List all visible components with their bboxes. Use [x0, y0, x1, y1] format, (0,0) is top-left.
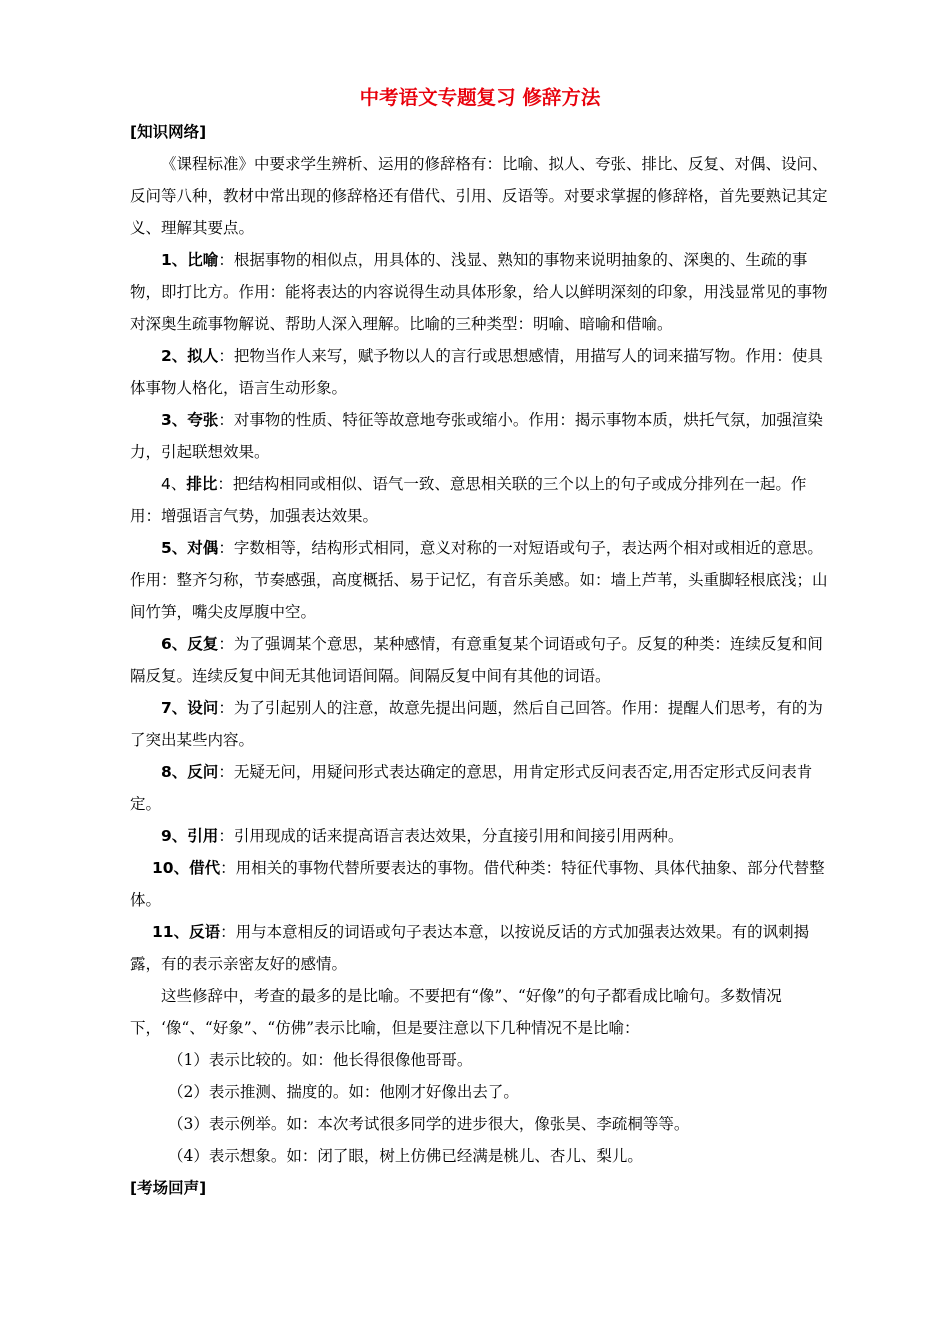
item-text: ：用相关的事物代替所要表达的事物。借代种类：特征代事物、具体代抽象、部分代替整体。 — [130, 859, 825, 909]
item-text: ：根据事物的相似点，用具体的、浅显、熟知的事物来说明抽象的、深奥的、生疏的事物，即打比方。作用：能将表达的内容说得生动具体形象，给人以鲜明深刻的印象，用浅显常见的事物对深奥生疏事物解说、帮助人深入理解。比喻的三种类型：明喻、暗喻和借喻。 — [130, 251, 828, 333]
item-number: 10、 — [152, 859, 190, 877]
document-page — [130, 82, 830, 1204]
list-item — [130, 820, 830, 852]
item-term: 设问 — [187, 699, 219, 717]
item-term: 排比 — [186, 475, 218, 493]
list-item — [130, 692, 830, 756]
item-number: 7、 — [161, 699, 188, 717]
rhetoric-list — [130, 244, 830, 980]
item-number: 2、 — [161, 347, 188, 365]
item-text: ：为了引起别人的注意，故意先提出问题，然后自己回答。作用：提醒人们思考，有的为了突出某些内容。 — [130, 699, 823, 749]
item-text: ：无疑无问，用疑问形式表达确定的意思，用肯定形式反问表否定,用否定形式反问表肯定。 — [130, 763, 813, 813]
list-item — [130, 340, 830, 404]
list-item — [130, 756, 830, 820]
item-text: ：为了强调某个意思，某种感情，有意重复某个词语或句子。反复的种类：连续反复和间隔反复。连续反复中间无其他词语间隔。间隔反复中间有其他的词语。 — [130, 635, 823, 685]
item-term: 反问 — [187, 763, 219, 781]
item-number: 5、 — [161, 539, 188, 557]
case-list — [130, 1044, 830, 1172]
list-item — [130, 468, 830, 532]
item-text: ：把结构相同或相似、语气一致、意思相关联的三个以上的句子或成分排列在一起。作用：增强语言气势，加强表达效果。 — [130, 475, 807, 525]
item-term: 反复 — [187, 635, 219, 653]
item-text: ：引用现成的话来提高语言表达效果，分直接引用和间接引用两种。 — [218, 827, 684, 845]
list-item — [130, 628, 830, 692]
list-item — [130, 244, 830, 340]
list-item — [130, 532, 830, 628]
item-term: 反语 — [189, 923, 221, 941]
item-term: 引用 — [187, 827, 219, 845]
item-term: 拟人 — [187, 347, 219, 365]
case-item: （1）表示比较的。如：他长得很像他哥哥。 — [168, 1051, 473, 1069]
case-item: （4）表示想象。如：闭了眼，树上仿佛已经满是桃儿、杏儿、梨儿。 — [168, 1147, 643, 1165]
item-number: 6、 — [161, 635, 188, 653]
item-number: 8、 — [161, 763, 188, 781]
case-item: （2）表示推测、揣度的。如：他刚才好像出去了。 — [168, 1083, 519, 1101]
section-heading-exam: [考场回声] — [130, 1179, 207, 1197]
list-item — [130, 852, 830, 916]
item-term: 夸张 — [187, 411, 219, 429]
item-number: 3、 — [161, 411, 188, 429]
item-text: ：用与本意相反的词语或句子表达本意，以按说反话的方式加强表达效果。有的讽刺揭露，有的表示亲密友好的感情。 — [130, 923, 810, 973]
case-item: （3）表示例举。如：本次考试很多同学的进步很大，像张昊、李疏桐等等。 — [168, 1115, 690, 1133]
list-item — [130, 404, 830, 468]
intro-paragraph: 《课程标准》中要求学生辨析、运用的修辞格有：比喻、拟人、夸张、排比、反复、对偶、设问、反问等八种，教材中常出现的修辞格还有借代、引用、反语等。对要求掌握的修辞格，首先要熟记其定义、理解其要点。 — [130, 155, 828, 237]
list-item — [130, 916, 830, 980]
item-term: 比喻 — [187, 251, 219, 269]
item-term: 借代 — [189, 859, 221, 877]
section-heading-knowledge: [知识网络] — [130, 123, 207, 141]
summary-paragraph: 这些修辞中，考查的最多的是比喻。不要把有“像”、“好像”的句子都看成比喻句。多数情况下，‘像“、“好象”、“仿佛”表示比喻，但是要注意以下几种情况不是比喻： — [130, 987, 782, 1037]
item-number: 4、 — [161, 475, 187, 493]
item-text: ：把物当作人来写，赋予物以人的言行或思想感情，用描写人的词来描写物。作用：使具体事物人格化，语言生动形象。 — [130, 347, 823, 397]
item-number: 1、 — [161, 251, 188, 269]
item-number: 9、 — [161, 827, 188, 845]
item-text: ：字数相等，结构形式相同，意义对称的一对短语或句子，表达两个相对或相近的意思。作用：整齐匀称，节奏感强，高度概括、易于记忆，有音乐美感。如：墙上芦苇，头重脚轻根底浅；山间竹笋，嘴尖皮厚腹中空。 — [130, 539, 828, 621]
item-text: ：对事物的性质、特征等故意地夸张或缩小。作用：揭示事物本质，烘托气氛，加强渲染力，引起联想效果。 — [130, 411, 823, 461]
document-title: 中考语文专题复习 修辞方法 — [359, 86, 601, 109]
item-number: 11、 — [152, 923, 190, 941]
item-term: 对偶 — [187, 539, 219, 557]
